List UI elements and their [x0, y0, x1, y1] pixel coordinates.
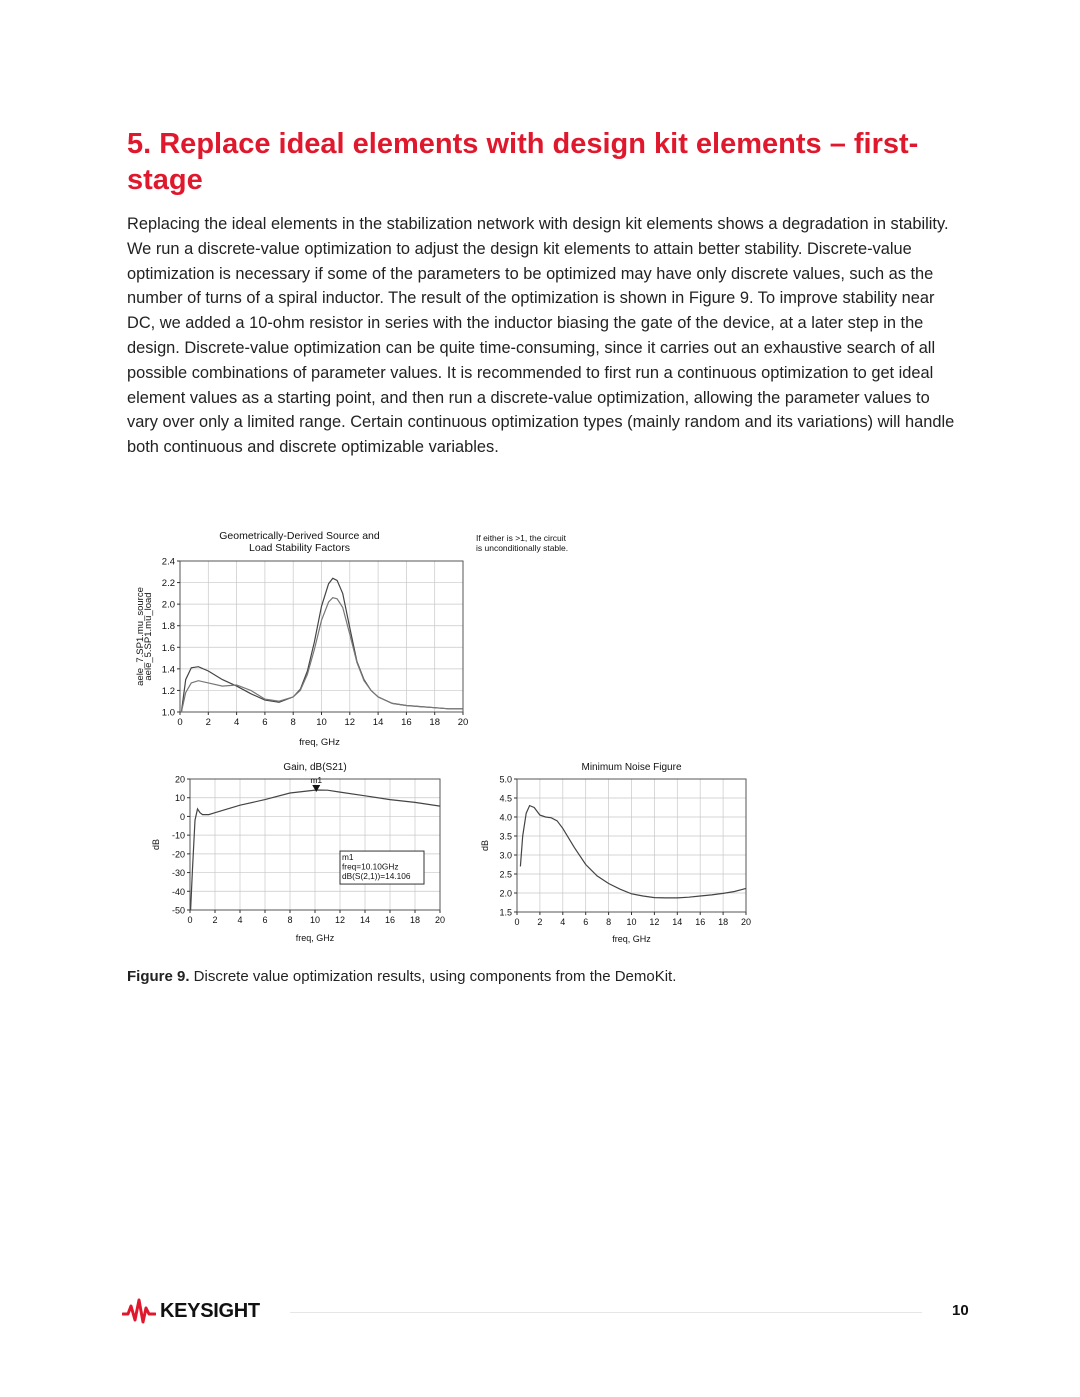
- y-tick-label: 4.5: [499, 793, 512, 804]
- x-tick-label: 6: [262, 717, 268, 728]
- figure-note-line-2: is unconditionally stable.: [476, 543, 569, 553]
- x-tick-label: 4: [237, 915, 243, 925]
- body-paragraph: Replacing the ideal elements in the stabilization network with design kit elements shows a degradation in stability. We run a discrete-value optimization to adjust the design kit elements to attain better stability. Discrete-value optimization is necessary if some of the parameters to be optimized may have only discrete values, such as the number of turns of a spiral inductor. The result of the optimization is shown in Figure 9. To improve stability near DC, we added a 10-ohm resistor in series with the inductor biasing the gate of the device, at a later step in the design. Discrete-value optimization can be quite time-consuming, since it carries out an exhaustive search of all possible combinations of parameter values. It is recommended to first run a continuous optimization to get ideal element values as a starting point, and then run a discrete-value optimization, allowing the parameter values to vary over only a limited range. Certain continuous optimization types (mainly random and its variations) will handle both continuous and discrete optimizable variables.: [127, 215, 955, 457]
- x-tick-label: 0: [177, 717, 183, 728]
- marker-readout-line: freq=10.10GHz: [342, 861, 399, 872]
- x-tick-label: 16: [695, 917, 706, 927]
- y-tick-label: 10: [174, 793, 185, 804]
- y-tick-label: 3.0: [499, 850, 512, 861]
- figure-note: [470, 530, 610, 558]
- x-tick-label: 16: [401, 717, 412, 728]
- x-axis-label: freq, GHz: [295, 933, 335, 943]
- y-axis-label: dB: [480, 839, 490, 852]
- chart-title: Geometrically-Derived Source and: [219, 530, 380, 542]
- marker-readout-line: m1: [342, 852, 354, 863]
- x-tick-label: 10: [626, 917, 637, 927]
- y-tick-label: -20: [171, 849, 185, 860]
- figure-caption-label: Figure 9.: [127, 968, 190, 985]
- x-tick-label: 10: [316, 717, 327, 728]
- chart-title: Gain, dB(S21): [283, 762, 347, 773]
- y-tick-label: 1.2: [161, 685, 175, 697]
- x-tick-label: 14: [372, 717, 384, 728]
- noise-figure-chart: [470, 758, 770, 948]
- x-tick-label: 8: [287, 915, 293, 925]
- x-tick-label: 4: [560, 917, 566, 927]
- x-tick-label: 2: [212, 915, 218, 925]
- figure-note-line-1: If either is >1, the circuit: [476, 533, 566, 543]
- marker-label: m1: [310, 775, 323, 786]
- y-tick-label: 2.4: [161, 556, 175, 568]
- y-tick-label: 1.5: [499, 907, 512, 918]
- x-tick-label: 18: [429, 717, 440, 728]
- x-tick-label: 14: [672, 917, 683, 927]
- stability-factor-chart: [130, 525, 490, 750]
- marker-readout-line: dB(S(2,1))=14.106: [342, 871, 411, 882]
- y-tick-label: 2.2: [161, 578, 175, 590]
- x-tick-label: 18: [409, 915, 421, 925]
- gain-chart: [140, 758, 460, 948]
- footer-divider: [290, 1312, 922, 1313]
- x-tick-label: 20: [740, 917, 752, 927]
- section-heading: 5. Replace ideal elements with design kit elements – first-stage: [127, 128, 919, 196]
- x-tick-label: 12: [649, 917, 660, 927]
- y-axis-label: aele_5.SP1.mu_load: [143, 592, 154, 681]
- y-tick-label: 2.0: [499, 888, 512, 899]
- x-axis-label: freq, GHz: [299, 737, 340, 748]
- y-tick-label: 1.0: [161, 707, 175, 719]
- y-tick-label: 0: [179, 811, 185, 822]
- x-tick-label: 0: [514, 917, 520, 927]
- series-line: [520, 806, 746, 898]
- x-tick-label: 4: [233, 717, 240, 728]
- x-tick-label: 6: [262, 915, 268, 925]
- x-tick-label: 0: [187, 915, 193, 925]
- x-tick-label: 6: [583, 917, 589, 927]
- series-line: [181, 578, 463, 712]
- y-tick-label: 1.4: [161, 664, 175, 676]
- y-tick-label: 4.0: [499, 812, 512, 823]
- keysight-wave-icon: [122, 1298, 156, 1324]
- y-tick-label: 1.8: [161, 621, 175, 633]
- x-axis-label: freq, GHz: [612, 934, 651, 944]
- x-tick-label: 20: [457, 717, 469, 728]
- figure-caption: [127, 967, 957, 987]
- y-tick-label: 2.0: [161, 599, 175, 611]
- chart-title: Load Stability Factors: [249, 542, 350, 554]
- x-tick-label: 2: [537, 917, 543, 927]
- x-tick-label: 2: [205, 717, 211, 728]
- y-axis-label: dB: [151, 838, 161, 851]
- page-number: 10: [952, 1302, 969, 1319]
- x-tick-label: 14: [359, 915, 371, 925]
- y-tick-label: -30: [171, 868, 185, 879]
- keysight-logo: [122, 1296, 260, 1326]
- x-tick-label: 8: [606, 917, 612, 927]
- figure-caption-text: Discrete value optimization results, using components from the DemoKit.: [189, 968, 677, 985]
- y-tick-label: 1.6: [161, 642, 175, 654]
- x-tick-label: 12: [344, 717, 356, 728]
- x-tick-label: 20: [434, 915, 446, 925]
- x-tick-label: 10: [309, 915, 321, 925]
- x-tick-label: 18: [718, 917, 729, 927]
- y-tick-label: 20: [174, 774, 185, 785]
- chart-title: Minimum Noise Figure: [581, 762, 682, 773]
- y-axis-label: aele_7.SP1.mu_source: [135, 587, 146, 686]
- y-tick-label: 5.0: [499, 774, 512, 785]
- x-tick-label: 12: [334, 915, 346, 925]
- y-tick-label: -40: [171, 886, 185, 897]
- x-tick-label: 8: [290, 717, 296, 728]
- marker-triangle: [312, 785, 320, 792]
- y-tick-label: 3.5: [499, 831, 512, 842]
- brand-name: KEYSIGHT: [160, 1299, 260, 1322]
- y-tick-label: -50: [171, 905, 185, 916]
- series-line: [181, 598, 463, 712]
- y-tick-label: -10: [171, 830, 185, 841]
- x-tick-label: 16: [384, 915, 396, 925]
- y-tick-label: 2.5: [499, 869, 512, 880]
